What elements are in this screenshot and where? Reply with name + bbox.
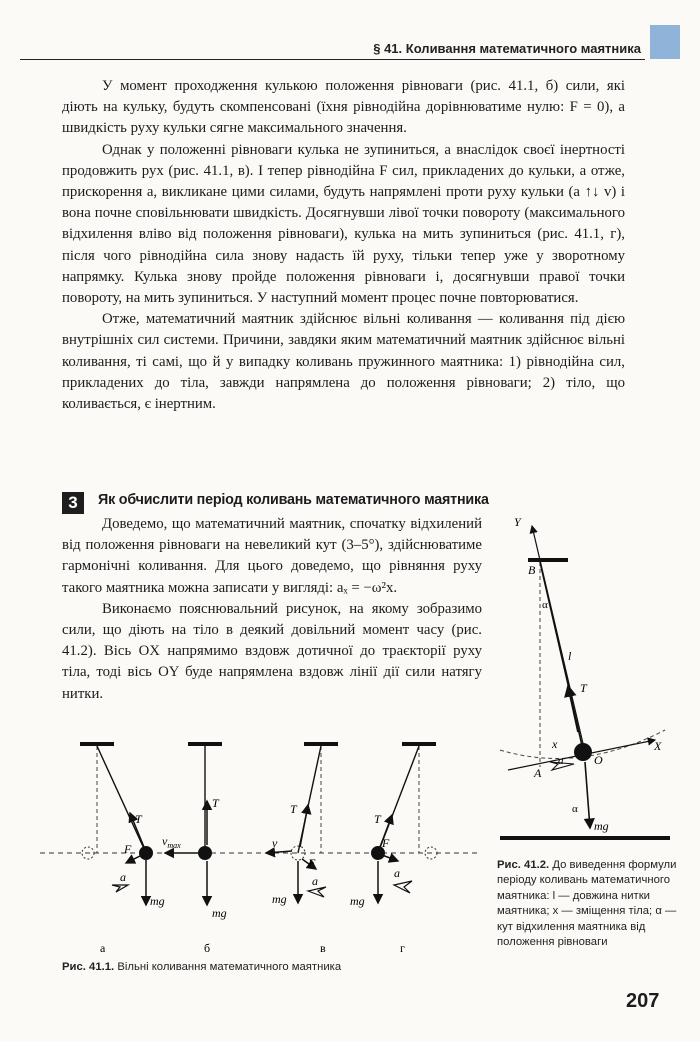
body-text-top	[62, 76, 625, 415]
caption-text: Вільні коливання математичного маятника	[117, 961, 342, 973]
arrow-a	[308, 887, 326, 897]
figure-41-2	[490, 512, 675, 852]
arrow-F	[382, 855, 398, 861]
section-body	[62, 514, 482, 705]
header-rule	[20, 59, 645, 60]
arrow-T	[300, 805, 308, 847]
paragraph-1: У момент проходження кулькою положення рівноваги (рис. 41.1, б) сили, які діють на кульку, будуть скомпенсовані (їхня рівнодійна дорівнюватиме нулю: F = 0), а швидкість руху кульки сягне максимального значення.	[62, 78, 625, 137]
ball	[139, 846, 153, 860]
label-F: F	[308, 856, 316, 870]
paragraph-3: Отже, математичний маятник здійснює вільні коливання — коливання під дією внутрішніх сил системи. Причини, завдяки яким математичний маятник здійснює вільні коливання, ті самі, що й у випадку коливань пружинного маятника: 1) рівнодійна сил, прикладених до тіла, завжди напрямлена до положення рівноваги; 2) тіло, що коливається, є інертним.	[62, 311, 625, 413]
label-v: v	[272, 836, 278, 850]
section-paragraph-1: Доведемо, що математичний маятник, спочатку відхилений від положення рівноваги на невеликий кут (3–5°), здійснюватиме гармонічні коливання. Для цього доведемо, що рівняння руху такого маятника можна записати у вигляді: aₓ = −ω²x.	[62, 516, 482, 596]
page-number: 207	[626, 990, 660, 1012]
label-mg: mg	[212, 906, 227, 920]
label-Y: Y	[514, 515, 521, 529]
label-F: F	[124, 842, 132, 856]
panel-v	[266, 742, 338, 955]
label-a: a	[312, 874, 318, 888]
panel-label-g: г	[400, 941, 405, 955]
arrow-T	[568, 686, 578, 732]
label-alpha-bottom: α	[572, 803, 578, 815]
figure-41-2-caption	[497, 858, 679, 950]
section-paragraph-2: Виконаємо пояснювальний рисунок, на якому зобразимо сили, що діють на тіло в деякий довільний момент часу (рис. 41.2). Вісь OX напрямимо вздовж дотичної до траєкторії руху тіла, тоді вісь OY буде напрямлена вздовж лінії дії сили натягу нитки.	[62, 600, 482, 702]
label-T: T	[374, 812, 381, 826]
panel-label-b: б	[204, 941, 211, 955]
label-max-subscript: max	[167, 841, 181, 850]
panel-b	[162, 742, 227, 955]
section-number: 3	[62, 492, 84, 514]
label-B: B	[528, 563, 536, 577]
thread	[97, 746, 146, 853]
label-X: X	[654, 739, 662, 753]
panel-a	[80, 742, 165, 955]
paragraph-2: Однак у положенні рівноваги кулька не зупиниться, а внаслідок своєї інертності продовжить рух (рис. 41.1, в). І тепер рівнодійна F сил, прикладених до кульки, а отже, прискорення a, викликане цими силами, будуть напрямлені проти руху кульки (a ↑↓ v) і вона почне сповільнювати швидкість. Досягнувши лівої точки повороту (максимального відхилення вліво від положення рівноваги), кулька на мить зупиниться (рис. 41.1, г), після чого рівнодійна сила знову надасть їй руху, тільки тепер уже у зворотному напрямку. Кулька знову пройде положення рівноваги і, досягнувши правої точки повороту, на мить зупиниться. У наступний момент процес почне повторюватися.	[62, 141, 625, 307]
label-vmax	[162, 834, 181, 850]
section-title: Як обчислити період коливань математичного маятника	[98, 492, 489, 508]
ball	[574, 743, 592, 761]
label-T: T	[290, 802, 297, 816]
corner-tab-marker	[650, 25, 680, 59]
running-header	[0, 40, 645, 62]
header-title: § 41. Коливання математичного маятника	[373, 41, 641, 56]
ground-bar	[500, 836, 670, 840]
label-T: T	[135, 812, 142, 826]
label-mg: mg	[150, 894, 165, 908]
figure-41-1-caption	[62, 960, 482, 975]
label-O: O	[594, 753, 603, 767]
label-T: T	[212, 796, 219, 810]
label-a: a	[120, 870, 126, 884]
panel-g	[350, 742, 437, 955]
arrow-a	[394, 881, 412, 893]
caption-text: До виведення формули періоду коливань математичного маятника: l — довжина нитки маятника; x — зміщення тіла; α — кут відхилення маятника від положення рівноваги	[497, 859, 677, 949]
arrow-mg	[585, 762, 590, 828]
label-a: a	[394, 866, 400, 880]
suspension-bar	[80, 742, 114, 746]
ball	[198, 846, 212, 860]
arrow-F	[126, 855, 142, 863]
label-F: F	[382, 836, 390, 850]
label-a: a	[558, 755, 564, 767]
section-heading	[62, 490, 622, 514]
label-T: T	[580, 681, 587, 695]
suspension-bar	[528, 558, 568, 562]
label-mg: mg	[272, 892, 287, 906]
label-x: x	[552, 737, 558, 751]
label-l: l	[568, 649, 572, 663]
figure-41-1	[40, 735, 480, 965]
panel-label-v: в	[320, 941, 326, 955]
arrow-v	[266, 851, 292, 853]
suspension-bar	[402, 742, 436, 746]
panel-label-a: а	[100, 941, 106, 955]
label-v: v	[162, 834, 168, 848]
label-alpha-top: α	[542, 599, 548, 611]
label-mg: mg	[594, 819, 609, 833]
arrow-a	[112, 885, 128, 892]
label-A: A	[534, 766, 542, 780]
caption-number: Рис. 41.2.	[497, 859, 550, 871]
suspension-bar	[304, 742, 338, 746]
label-mg: mg	[350, 894, 365, 908]
suspension-bar	[188, 742, 222, 746]
caption-number: Рис. 41.1.	[62, 961, 115, 973]
